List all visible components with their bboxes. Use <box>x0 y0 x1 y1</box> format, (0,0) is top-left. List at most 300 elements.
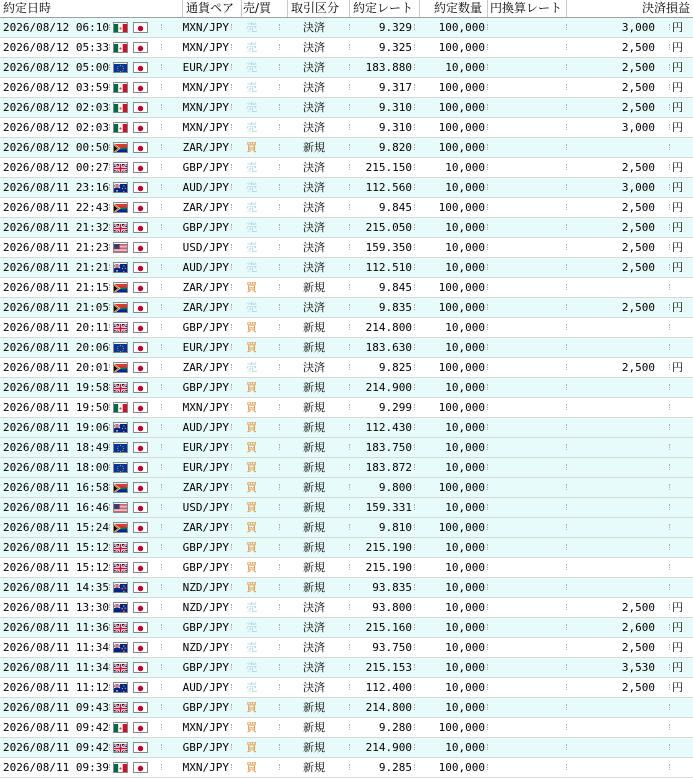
table-row[interactable] <box>0 398 693 418</box>
cell-separator <box>161 564 163 570</box>
cell-separator <box>349 204 351 210</box>
cell-separator <box>566 564 568 570</box>
cell-separator <box>566 44 568 50</box>
cell-separator <box>161 464 163 470</box>
trade-datetime: 2026/08/11 21:23 <box>3 241 109 254</box>
trade-type: 新規 <box>303 561 325 574</box>
currency-pair: EUR/JPY <box>182 461 229 474</box>
execution-rate: 215.153 <box>365 661 412 674</box>
currency-pair: GBP/JPY <box>182 381 229 394</box>
cell-separator <box>279 304 281 310</box>
cell-separator <box>109 84 111 90</box>
cell-separator <box>487 264 489 270</box>
cell-separator <box>566 184 568 190</box>
cell-separator <box>669 544 671 550</box>
trade-side: 売 <box>246 261 257 274</box>
cell-separator <box>566 444 568 450</box>
realized-pnl <box>567 558 655 577</box>
realized-pnl <box>567 458 655 477</box>
table-row[interactable] <box>0 338 693 358</box>
cell-separator <box>231 264 233 270</box>
cell-separator <box>487 444 489 450</box>
table-row[interactable] <box>0 318 693 338</box>
execution-rate: 183.880 <box>365 61 412 74</box>
trade-datetime: 2026/08/11 11:36 <box>3 621 109 634</box>
execution-quantity: 10,000 <box>445 601 485 614</box>
execution-rate: 112.510 <box>365 261 412 274</box>
trade-datetime: 2026/08/12 06:10 <box>3 21 109 34</box>
cell-separator <box>669 24 671 30</box>
cell-separator <box>487 304 489 310</box>
header-divider[interactable] <box>241 0 242 17</box>
cell-separator <box>279 724 281 730</box>
japan-flag-icon <box>133 762 148 773</box>
eu-flag-icon <box>113 62 128 73</box>
currency-unit: 円 <box>672 201 683 214</box>
table-row[interactable] <box>0 78 693 98</box>
header-divider[interactable] <box>419 0 420 17</box>
cell-separator <box>566 764 568 770</box>
cell-separator <box>349 544 351 550</box>
japan-flag-icon <box>133 542 148 553</box>
table-row[interactable] <box>0 578 693 598</box>
cell-separator <box>109 624 111 630</box>
currency-pair: AUD/JPY <box>182 421 229 434</box>
mexico-flag-icon <box>113 722 128 733</box>
japan-flag-icon <box>133 622 148 633</box>
cell-separator <box>669 124 671 130</box>
cell-separator <box>109 644 111 650</box>
new-zealand-flag-icon <box>113 602 128 613</box>
cell-separator <box>669 564 671 570</box>
currency-pair: ZAR/JPY <box>182 481 229 494</box>
cell-separator <box>566 284 568 290</box>
cell-separator <box>487 584 489 590</box>
execution-quantity: 10,000 <box>445 501 485 514</box>
trade-type: 決済 <box>303 661 325 674</box>
table-row[interactable] <box>0 298 693 318</box>
trade-side: 売 <box>246 201 257 214</box>
realized-pnl: 2,500 <box>621 81 655 94</box>
cell-separator <box>669 684 671 690</box>
mexico-flag-icon <box>113 22 128 33</box>
trade-type: 決済 <box>303 681 325 694</box>
cell-separator <box>414 84 416 90</box>
execution-quantity: 100,000 <box>438 301 485 314</box>
cell-separator <box>109 44 111 50</box>
cell-separator <box>669 84 671 90</box>
execution-rate: 159.331 <box>365 501 412 514</box>
table-row[interactable] <box>0 418 693 438</box>
cell-separator <box>349 624 351 630</box>
cell-separator <box>109 424 111 430</box>
currency-pair: ZAR/JPY <box>182 301 229 314</box>
cell-separator <box>161 424 163 430</box>
table-row[interactable] <box>0 538 693 558</box>
japan-flag-icon <box>133 502 148 513</box>
currency-pair: NZD/JPY <box>182 601 229 614</box>
trade-side: 売 <box>246 241 257 254</box>
table-row[interactable] <box>0 238 693 258</box>
trade-datetime: 2026/08/11 16:58 <box>3 481 109 494</box>
cell-separator <box>487 224 489 230</box>
cell-separator <box>669 644 671 650</box>
cell-separator <box>487 504 489 510</box>
cell-separator <box>669 64 671 70</box>
trade-datetime: 2026/08/11 09:42 <box>3 721 109 734</box>
cell-separator <box>414 144 416 150</box>
cell-separator <box>231 284 233 290</box>
realized-pnl <box>567 398 655 417</box>
cell-separator <box>279 224 281 230</box>
cell-separator <box>566 64 568 70</box>
header-yen-rate[interactable]: 円換算レート <box>490 1 563 15</box>
table-row[interactable] <box>0 218 693 238</box>
cell-separator <box>566 544 568 550</box>
trade-datetime: 2026/08/11 14:35 <box>3 581 109 594</box>
cell-separator <box>487 184 489 190</box>
trade-datetime: 2026/08/11 09:42 <box>3 741 109 754</box>
cell-separator <box>279 164 281 170</box>
trade-type: 新規 <box>303 281 325 294</box>
cell-separator <box>109 104 111 110</box>
cell-separator <box>231 384 233 390</box>
execution-quantity: 100,000 <box>438 21 485 34</box>
cell-separator <box>414 664 416 670</box>
cell-separator <box>231 204 233 210</box>
cell-separator <box>161 64 163 70</box>
trade-datetime: 2026/08/11 15:12 <box>3 541 109 554</box>
cell-separator <box>231 504 233 510</box>
cell-separator <box>109 504 111 510</box>
realized-pnl <box>567 318 655 337</box>
trade-datetime: 2026/08/11 09:39 <box>3 761 109 774</box>
table-row[interactable] <box>0 98 693 118</box>
cell-separator <box>109 324 111 330</box>
table-row[interactable] <box>0 38 693 58</box>
trade-side: 売 <box>246 661 257 674</box>
realized-pnl: 3,000 <box>621 181 655 194</box>
table-row[interactable] <box>0 278 693 298</box>
currency-pair: ZAR/JPY <box>182 521 229 534</box>
cell-separator <box>414 524 416 530</box>
cell-separator <box>161 724 163 730</box>
cell-separator <box>161 684 163 690</box>
table-row[interactable] <box>0 758 693 778</box>
table-row[interactable] <box>0 498 693 518</box>
uk-flag-icon <box>113 562 128 573</box>
header-divider[interactable] <box>349 0 350 17</box>
currency-pair: GBP/JPY <box>182 741 229 754</box>
cell-separator <box>161 144 163 150</box>
realized-pnl: 2,500 <box>621 261 655 274</box>
cell-separator <box>231 564 233 570</box>
realized-pnl <box>567 738 655 757</box>
header-pair[interactable]: 通貨ペア <box>186 1 235 15</box>
realized-pnl <box>567 478 655 497</box>
cell-separator <box>349 704 351 710</box>
execution-quantity: 10,000 <box>445 381 485 394</box>
cell-separator <box>161 284 163 290</box>
trade-type: 新規 <box>303 401 325 414</box>
table-row[interactable] <box>0 258 693 278</box>
cell-separator <box>231 164 233 170</box>
cell-separator <box>669 384 671 390</box>
realized-pnl: 2,500 <box>621 221 655 234</box>
currency-pair: ZAR/JPY <box>182 141 229 154</box>
currency-pair: MXN/JPY <box>182 401 229 414</box>
header-side[interactable]: 売/買 <box>243 1 272 15</box>
cell-separator <box>231 344 233 350</box>
table-row[interactable] <box>0 118 693 138</box>
mexico-flag-icon <box>113 402 128 413</box>
cell-separator <box>487 344 489 350</box>
cell-separator <box>487 124 489 130</box>
trade-side: 買 <box>246 561 257 574</box>
table-row[interactable] <box>0 438 693 458</box>
currency-pair: ZAR/JPY <box>182 361 229 374</box>
australia-flag-icon <box>113 682 128 693</box>
cell-separator <box>669 224 671 230</box>
execution-rate: 215.160 <box>365 621 412 634</box>
currency-pair: AUD/JPY <box>182 681 229 694</box>
cell-separator <box>669 144 671 150</box>
table-row[interactable] <box>0 658 693 678</box>
execution-rate: 9.310 <box>378 121 412 134</box>
trade-datetime: 2026/08/11 18:49 <box>3 441 109 454</box>
trade-datetime: 2026/08/12 05:33 <box>3 41 109 54</box>
currency-pair: NZD/JPY <box>182 641 229 654</box>
trade-type: 新規 <box>303 761 325 774</box>
uk-flag-icon <box>113 382 128 393</box>
cell-separator <box>487 604 489 610</box>
cell-separator <box>487 564 489 570</box>
trade-side: 買 <box>246 441 257 454</box>
trade-type: 決済 <box>303 41 325 54</box>
cell-separator <box>231 224 233 230</box>
cell-separator <box>669 724 671 730</box>
japan-flag-icon <box>133 602 148 613</box>
table-row[interactable] <box>0 598 693 618</box>
trade-side: 買 <box>246 321 257 334</box>
trade-type: 新規 <box>303 381 325 394</box>
trade-type: 新規 <box>303 441 325 454</box>
currency-unit: 円 <box>672 81 683 94</box>
table-row[interactable] <box>0 638 693 658</box>
cell-separator <box>279 264 281 270</box>
japan-flag-icon <box>133 82 148 93</box>
cell-separator <box>231 404 233 410</box>
cell-separator <box>414 684 416 690</box>
currency-unit: 円 <box>672 261 683 274</box>
cell-separator <box>487 24 489 30</box>
cell-separator <box>161 524 163 530</box>
japan-flag-icon <box>133 382 148 393</box>
cell-separator <box>161 224 163 230</box>
cell-separator <box>566 684 568 690</box>
currency-pair: EUR/JPY <box>182 61 229 74</box>
table-row[interactable] <box>0 478 693 498</box>
header-divider[interactable] <box>487 0 488 17</box>
cell-separator <box>231 684 233 690</box>
cell-separator <box>279 764 281 770</box>
cell-separator <box>161 444 163 450</box>
realized-pnl: 2,500 <box>621 601 655 614</box>
japan-flag-icon <box>133 522 148 533</box>
cell-separator <box>669 704 671 710</box>
cell-separator <box>279 404 281 410</box>
cell-separator <box>279 184 281 190</box>
cell-separator <box>414 124 416 130</box>
table-row[interactable] <box>0 18 693 38</box>
trade-side: 売 <box>246 181 257 194</box>
realized-pnl <box>567 498 655 517</box>
trade-side: 売 <box>246 601 257 614</box>
table-row[interactable] <box>0 738 693 758</box>
table-row[interactable] <box>0 58 693 78</box>
execution-rate: 9.835 <box>378 301 412 314</box>
japan-flag-icon <box>133 702 148 713</box>
currency-pair: EUR/JPY <box>182 441 229 454</box>
cell-separator <box>414 724 416 730</box>
cell-separator <box>231 44 233 50</box>
trade-side: 売 <box>246 361 257 374</box>
table-row[interactable] <box>0 198 693 218</box>
trade-type: 決済 <box>303 201 325 214</box>
cell-separator <box>669 184 671 190</box>
realized-pnl: 3,000 <box>621 121 655 134</box>
table-row[interactable] <box>0 178 693 198</box>
cell-separator <box>566 364 568 370</box>
execution-rate: 215.190 <box>365 541 412 554</box>
currency-unit: 円 <box>672 101 683 114</box>
cell-separator <box>109 604 111 610</box>
trade-side: 売 <box>246 161 257 174</box>
trade-datetime: 2026/08/11 11:12 <box>3 681 109 694</box>
cell-separator <box>414 544 416 550</box>
cell-separator <box>161 744 163 750</box>
trade-type: 新規 <box>303 581 325 594</box>
execution-rate: 112.560 <box>365 181 412 194</box>
cell-separator <box>109 264 111 270</box>
cell-separator <box>349 404 351 410</box>
cell-separator <box>487 644 489 650</box>
cell-separator <box>231 24 233 30</box>
japan-flag-icon <box>133 202 148 213</box>
currency-unit: 円 <box>672 601 683 614</box>
mexico-flag-icon <box>113 42 128 53</box>
cell-separator <box>109 164 111 170</box>
cell-separator <box>414 584 416 590</box>
cell-separator <box>566 704 568 710</box>
table-row[interactable] <box>0 618 693 638</box>
cell-separator <box>231 604 233 610</box>
currency-unit: 円 <box>672 621 683 634</box>
trade-side: 売 <box>246 681 257 694</box>
cell-separator <box>566 104 568 110</box>
trade-side: 買 <box>246 421 257 434</box>
header-divider[interactable] <box>182 0 183 17</box>
cell-separator <box>349 184 351 190</box>
cell-separator <box>487 44 489 50</box>
cell-separator <box>669 764 671 770</box>
table-row[interactable] <box>0 358 693 378</box>
cell-separator <box>566 224 568 230</box>
cell-separator <box>349 24 351 30</box>
cell-separator <box>109 464 111 470</box>
table-row[interactable] <box>0 138 693 158</box>
cell-separator <box>349 264 351 270</box>
cell-separator <box>669 244 671 250</box>
trade-datetime: 2026/08/11 19:58 <box>3 381 109 394</box>
table-row[interactable] <box>0 698 693 718</box>
table-row[interactable] <box>0 678 693 698</box>
cell-separator <box>279 524 281 530</box>
cell-separator <box>566 644 568 650</box>
currency-pair: AUD/JPY <box>182 261 229 274</box>
trade-type: 新規 <box>303 421 325 434</box>
cell-separator <box>349 384 351 390</box>
trade-type: 新規 <box>303 481 325 494</box>
trade-side: 買 <box>246 581 257 594</box>
cell-separator <box>414 264 416 270</box>
cell-separator <box>414 44 416 50</box>
currency-pair: MXN/JPY <box>182 721 229 734</box>
table-row[interactable] <box>0 378 693 398</box>
header-divider[interactable] <box>287 0 288 17</box>
cell-separator <box>487 284 489 290</box>
table-row[interactable] <box>0 158 693 178</box>
table-row[interactable] <box>0 518 693 538</box>
realized-pnl <box>567 438 655 457</box>
execution-rate: 214.900 <box>365 381 412 394</box>
table-row[interactable] <box>0 718 693 738</box>
execution-quantity: 10,000 <box>445 701 485 714</box>
header-divider[interactable] <box>566 0 567 17</box>
cell-separator <box>161 364 163 370</box>
table-row[interactable] <box>0 558 693 578</box>
currency-unit: 円 <box>672 41 683 54</box>
header-qty[interactable]: 約定数量 <box>434 1 483 15</box>
cell-separator <box>279 384 281 390</box>
table-row[interactable] <box>0 458 693 478</box>
currency-pair: GBP/JPY <box>182 321 229 334</box>
cell-separator <box>231 464 233 470</box>
trade-datetime: 2026/08/11 21:21 <box>3 261 109 274</box>
execution-quantity: 10,000 <box>445 461 485 474</box>
realized-pnl <box>567 138 655 157</box>
cell-separator <box>349 504 351 510</box>
header-type[interactable]: 取引区分 <box>291 1 340 15</box>
execution-quantity: 10,000 <box>445 661 485 674</box>
trade-type: 決済 <box>303 121 325 134</box>
cell-separator <box>487 364 489 370</box>
cell-separator <box>349 604 351 610</box>
cell-separator <box>414 344 416 350</box>
header-rate[interactable]: 約定レート <box>353 1 414 15</box>
realized-pnl <box>567 698 655 717</box>
cell-separator <box>349 684 351 690</box>
cell-separator <box>349 764 351 770</box>
cell-separator <box>669 664 671 670</box>
realized-pnl: 2,600 <box>621 621 655 634</box>
header-pnl[interactable]: 決済損益 <box>641 1 690 15</box>
trade-type: 決済 <box>303 261 325 274</box>
header-datetime[interactable]: 約定日時 <box>3 1 52 15</box>
cell-separator <box>669 524 671 530</box>
cell-separator <box>349 304 351 310</box>
trade-side: 売 <box>246 621 257 634</box>
